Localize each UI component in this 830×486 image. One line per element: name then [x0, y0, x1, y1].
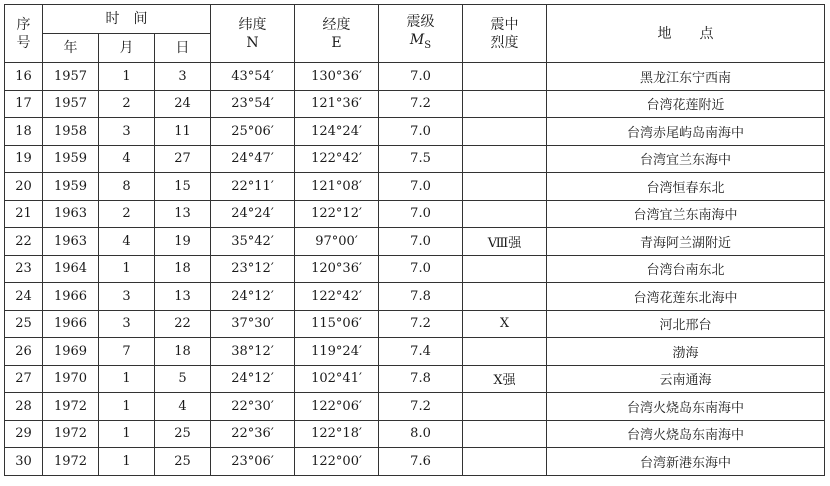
cell-intensity: [463, 448, 547, 476]
table-row: [5, 145, 825, 173]
cell-intensity: [463, 90, 547, 118]
cell-intensity: Ⅹ强: [463, 365, 547, 393]
cell-day: 13: [155, 200, 211, 228]
cell-place: 台湾火烧岛东南海中: [547, 393, 825, 421]
cell-year: 1972: [43, 393, 99, 421]
cell-latitude: 24°12′: [211, 283, 295, 311]
header-latitude-label: 纬度: [238, 16, 267, 33]
cell-year: 1972: [43, 448, 99, 476]
cell-day: 5: [155, 365, 211, 393]
cell-seq: 25: [5, 310, 43, 338]
cell-place: 河北邢台: [547, 310, 825, 338]
cell-seq: 21: [5, 200, 43, 228]
cell-month: 2: [99, 200, 155, 228]
cell-place: 台湾花莲东北海中: [547, 283, 825, 311]
header-longitude: [295, 5, 379, 63]
cell-month: 1: [99, 393, 155, 421]
cell-day: 13: [155, 283, 211, 311]
cell-year: 1972: [43, 420, 99, 448]
cell-magnitude: 7.0: [379, 173, 463, 201]
earthquake-table: [4, 4, 825, 476]
cell-latitude: 23°12′: [211, 255, 295, 283]
header-intensity: [463, 5, 547, 63]
header-intensity-line2: 烈度: [490, 34, 519, 51]
cell-magnitude: 7.2: [379, 90, 463, 118]
cell-latitude: 24°24′: [211, 200, 295, 228]
cell-magnitude: 7.0: [379, 63, 463, 91]
table-row: [5, 255, 825, 283]
cell-year: 1970: [43, 365, 99, 393]
cell-year: 1957: [43, 63, 99, 91]
table-row: [5, 228, 825, 256]
cell-magnitude: 7.8: [379, 365, 463, 393]
cell-intensity: [463, 393, 547, 421]
table-body: [5, 63, 825, 476]
cell-year: 1959: [43, 145, 99, 173]
cell-day: 4: [155, 393, 211, 421]
cell-seq: 20: [5, 173, 43, 201]
cell-latitude: 22°36′: [211, 420, 295, 448]
cell-seq: 27: [5, 365, 43, 393]
cell-seq: 16: [5, 63, 43, 91]
cell-month: 2: [99, 90, 155, 118]
cell-latitude: 25°06′: [211, 118, 295, 146]
cell-longitude: 119°24′: [295, 338, 379, 366]
table-row: [5, 310, 825, 338]
cell-place: 台湾花莲附近: [547, 90, 825, 118]
cell-intensity: [463, 145, 547, 173]
cell-seq: 29: [5, 420, 43, 448]
cell-year: 1964: [43, 255, 99, 283]
cell-month: 1: [99, 420, 155, 448]
cell-place: 台湾恒春东北: [547, 173, 825, 201]
cell-seq: 26: [5, 338, 43, 366]
cell-year: 1966: [43, 310, 99, 338]
cell-day: 11: [155, 118, 211, 146]
cell-longitude: 122°42′: [295, 283, 379, 311]
cell-latitude: 43°54′: [211, 63, 295, 91]
header-month: 月: [99, 34, 155, 63]
cell-day: 19: [155, 228, 211, 256]
cell-longitude: 120°36′: [295, 255, 379, 283]
cell-latitude: 24°12′: [211, 365, 295, 393]
cell-year: 1963: [43, 228, 99, 256]
cell-month: 1: [99, 255, 155, 283]
cell-intensity: [463, 200, 547, 228]
cell-magnitude: 7.8: [379, 283, 463, 311]
cell-day: 25: [155, 448, 211, 476]
header-latitude-unit: N: [246, 34, 259, 51]
cell-magnitude: 7.2: [379, 310, 463, 338]
cell-longitude: 102°41′: [295, 365, 379, 393]
header-day: 日: [155, 34, 211, 63]
cell-magnitude: 7.5: [379, 145, 463, 173]
cell-seq: 30: [5, 448, 43, 476]
cell-seq: 19: [5, 145, 43, 173]
cell-intensity: Ⅷ强: [463, 228, 547, 256]
cell-place: 台湾火烧岛东南海中: [547, 420, 825, 448]
cell-month: 4: [99, 145, 155, 173]
cell-intensity: [463, 338, 547, 366]
cell-month: 1: [99, 63, 155, 91]
table-row: [5, 420, 825, 448]
cell-place: 台湾宜兰东南海中: [547, 200, 825, 228]
cell-seq: 17: [5, 90, 43, 118]
cell-day: 24: [155, 90, 211, 118]
header-time: 时 间: [43, 5, 211, 34]
table-row: [5, 365, 825, 393]
cell-magnitude: 7.4: [379, 338, 463, 366]
cell-magnitude: 7.0: [379, 228, 463, 256]
cell-year: 1969: [43, 338, 99, 366]
header-seq-line2: 号: [16, 34, 31, 51]
cell-seq: 28: [5, 393, 43, 421]
cell-place: 渤海: [547, 338, 825, 366]
cell-month: 4: [99, 228, 155, 256]
table-row: [5, 118, 825, 146]
table-row: [5, 173, 825, 201]
header-intensity-line1: 震中: [490, 16, 519, 33]
table-row: [5, 393, 825, 421]
cell-magnitude: 8.0: [379, 420, 463, 448]
cell-place: 台湾台南东北: [547, 255, 825, 283]
header-longitude-label: 经度: [322, 16, 351, 33]
cell-month: 1: [99, 448, 155, 476]
cell-longitude: 122°06′: [295, 393, 379, 421]
cell-intensity: [463, 118, 547, 146]
cell-place: 台湾新港东海中: [547, 448, 825, 476]
cell-longitude: 97°00′: [295, 228, 379, 256]
cell-intensity: [463, 420, 547, 448]
header-seq-line1: 序: [16, 16, 31, 33]
header-magnitude-label: 震级: [406, 13, 435, 30]
cell-magnitude: 7.0: [379, 200, 463, 228]
cell-magnitude: 7.2: [379, 393, 463, 421]
cell-year: 1963: [43, 200, 99, 228]
cell-month: 8: [99, 173, 155, 201]
cell-seq: 24: [5, 283, 43, 311]
cell-month: 7: [99, 338, 155, 366]
cell-day: 25: [155, 420, 211, 448]
cell-magnitude: 7.6: [379, 448, 463, 476]
cell-place: 云南通海: [547, 365, 825, 393]
cell-longitude: 124°24′: [295, 118, 379, 146]
cell-longitude: 121°36′: [295, 90, 379, 118]
cell-day: 18: [155, 255, 211, 283]
cell-latitude: 24°47′: [211, 145, 295, 173]
cell-place: 台湾赤尾屿岛南海中: [547, 118, 825, 146]
cell-year: 1957: [43, 90, 99, 118]
table-row: [5, 448, 825, 476]
cell-place: 黑龙江东宁西南: [547, 63, 825, 91]
cell-magnitude: 7.0: [379, 255, 463, 283]
cell-month: 3: [99, 118, 155, 146]
cell-latitude: 35°42′: [211, 228, 295, 256]
header-place: 地 点: [547, 5, 825, 63]
header-magnitude-symbol: M: [409, 31, 425, 48]
cell-year: 1958: [43, 118, 99, 146]
cell-day: 22: [155, 310, 211, 338]
cell-intensity: [463, 255, 547, 283]
cell-year: 1966: [43, 283, 99, 311]
header-latitude: [211, 5, 295, 63]
cell-day: 3: [155, 63, 211, 91]
header-year: 年: [43, 34, 99, 63]
cell-intensity: [463, 63, 547, 91]
table-row: [5, 283, 825, 311]
table-row: [5, 200, 825, 228]
cell-latitude: 23°54′: [211, 90, 295, 118]
cell-place: 青海阿兰湖附近: [547, 228, 825, 256]
header-magnitude-symbol-wrap: [379, 31, 462, 55]
cell-month: 1: [99, 365, 155, 393]
table-row: [5, 338, 825, 366]
cell-month: 3: [99, 310, 155, 338]
cell-latitude: 22°11′: [211, 173, 295, 201]
cell-seq: 18: [5, 118, 43, 146]
table-header: [5, 5, 825, 63]
cell-latitude: 38°12′: [211, 338, 295, 366]
header-magnitude: [379, 5, 463, 63]
cell-magnitude: 7.0: [379, 118, 463, 146]
cell-longitude: 122°00′: [295, 448, 379, 476]
cell-day: 15: [155, 173, 211, 201]
cell-seq: 22: [5, 228, 43, 256]
cell-longitude: 122°18′: [295, 420, 379, 448]
cell-intensity: Ⅹ: [463, 310, 547, 338]
cell-seq: 23: [5, 255, 43, 283]
cell-intensity: [463, 173, 547, 201]
table-row: [5, 90, 825, 118]
cell-day: 27: [155, 145, 211, 173]
cell-longitude: 115°06′: [295, 310, 379, 338]
cell-longitude: 122°42′: [295, 145, 379, 173]
cell-latitude: 37°30′: [211, 310, 295, 338]
header-longitude-unit: E: [331, 34, 342, 51]
cell-longitude: 122°12′: [295, 200, 379, 228]
cell-latitude: 23°06′: [211, 448, 295, 476]
cell-year: 1959: [43, 173, 99, 201]
cell-place: 台湾宜兰东海中: [547, 145, 825, 173]
header-seq: [5, 5, 43, 63]
header-magnitude-subscript: S: [424, 39, 432, 51]
cell-latitude: 22°30′: [211, 393, 295, 421]
table-row: [5, 63, 825, 91]
cell-day: 18: [155, 338, 211, 366]
cell-longitude: 121°08′: [295, 173, 379, 201]
cell-longitude: 130°36′: [295, 63, 379, 91]
cell-intensity: [463, 283, 547, 311]
cell-month: 3: [99, 283, 155, 311]
